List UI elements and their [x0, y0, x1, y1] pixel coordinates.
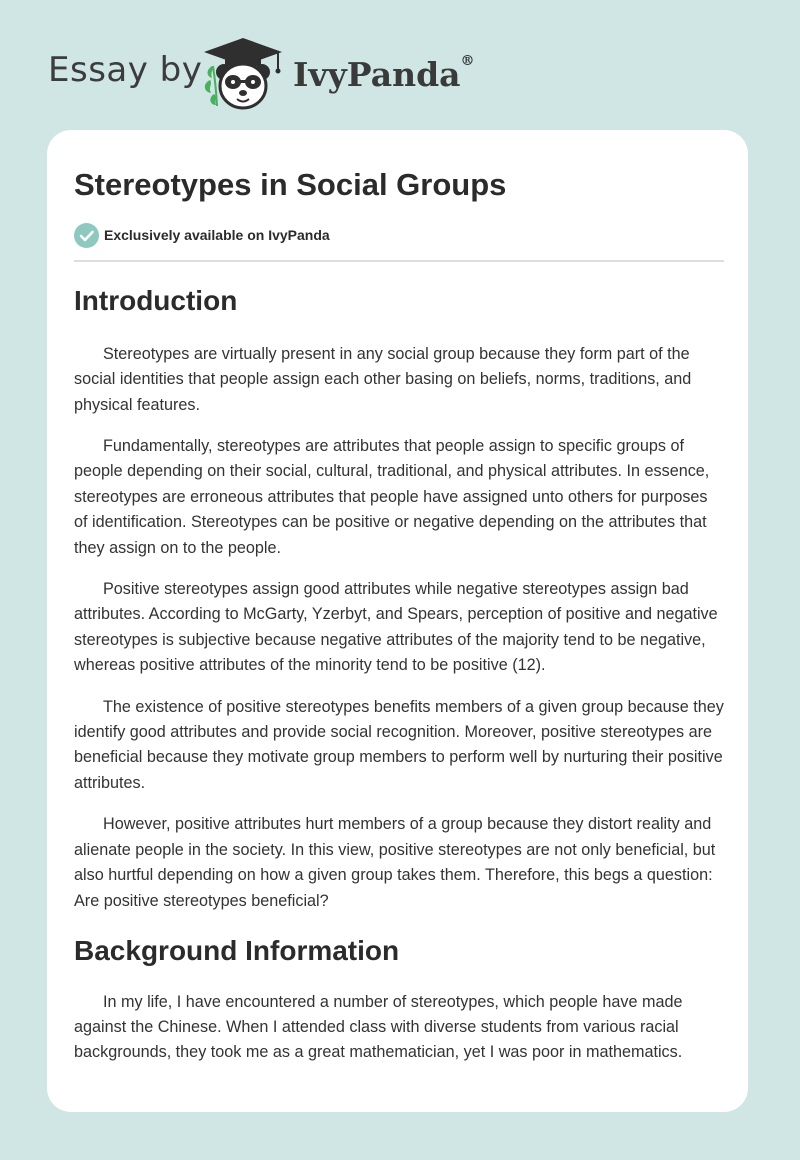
ivypanda-brand-name[interactable]: IvyPanda® — [293, 53, 475, 94]
paragraph: However, positive attributes hurt members of a group because they distort reality and alienate people in the society. In this view, positive stereotypes are not only beneficial, but also hurtful depending on how a given group takes them. Therefore, this begs a question: Are positive stereotypes beneficial? — [74, 815, 716, 910]
paragraph: In my life, I have encountered a number of stereotypes, which people have made against the Chinese. When I attended class with diverse students from various racial backgrounds, they took me as a great mathematician, yet I was poor in mathematics. — [74, 992, 683, 1062]
title-divider — [74, 260, 724, 262]
paragraph: The existence of positive stereotypes benefits members of a given group because they identify good attributes and provide social recognition. Moreover, positive stereotypes are beneficial because they motivate group members to perform well by nurturing their positive attributes. — [74, 697, 724, 792]
essay-content — [74, 130, 724, 1066]
section-heading-background: Background Information — [74, 934, 400, 966]
section-heading-introduction: Introduction — [74, 285, 238, 317]
site-header — [0, 0, 800, 130]
essay-by-label: Essay by — [48, 50, 203, 90]
paragraph: Fundamentally, stereotypes are attributes that people assign to specific groups of people depending on their social, cultural, traditional, and physical attributes. In essence, stereotypes are erroneous attributes that people have assigned unto others for purposes of identification. Stereotypes can be positive or negative depending on the attributes that they assign on to the people. — [74, 437, 710, 557]
essay-card — [47, 130, 748, 1112]
essay-title: Stereotypes in Social Groups — [74, 167, 507, 202]
exclusive-badge — [74, 221, 724, 249]
exclusive-badge-text: Exclusively available on IvyPanda — [104, 227, 330, 244]
ivypanda-logo-icon[interactable] — [198, 36, 288, 112]
paragraph: Stereotypes are virtually present in any social group because they form part of the social identities that people assign each other basing on beliefs, norms, traditions, and physical features. — [74, 344, 692, 414]
check-circle-icon — [74, 223, 99, 248]
registered-mark: ® — [460, 53, 475, 69]
paragraph: Positive stereotypes assign good attributes while negative stereotypes assign bad attributes. According to McGarty, Yzerbyt, and Spears, perception of positive and negative stereotypes is subjective because negative attributes of the majority tend to be negative, whereas positive attributes of the minority tend to be positive (12). — [74, 580, 718, 675]
